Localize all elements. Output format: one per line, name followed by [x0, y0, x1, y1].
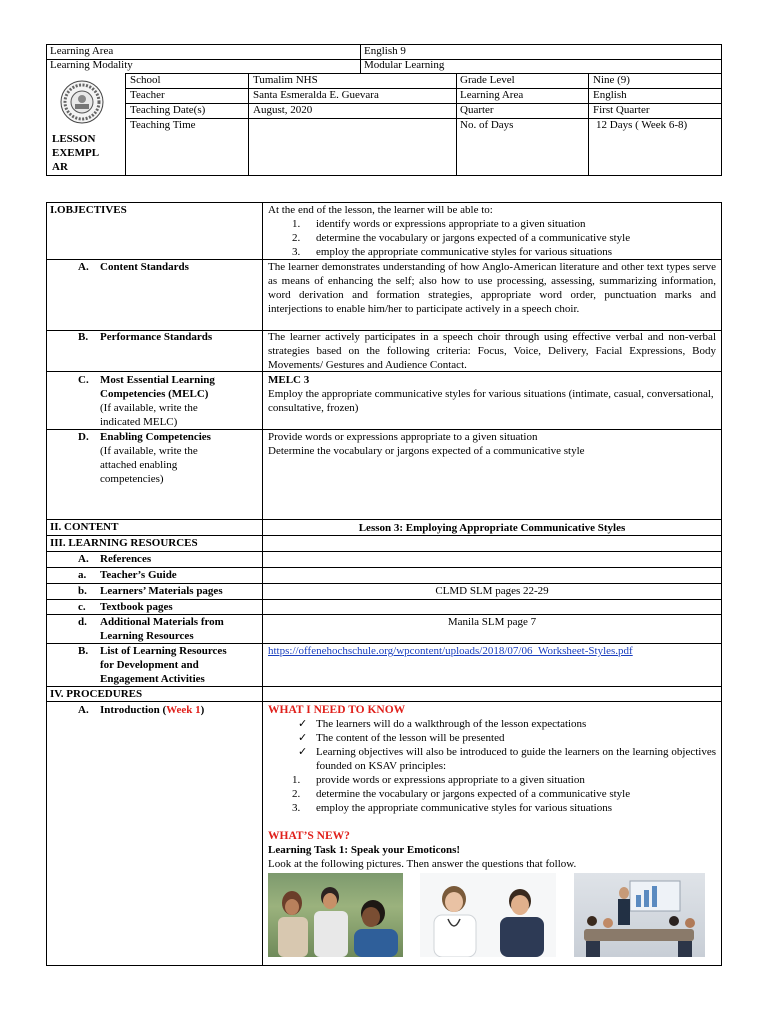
enabling-title: Enabling Competencies	[100, 431, 211, 443]
enabling-line-2: Determine the vocabulary or jargons expected of a communicative style	[268, 445, 585, 457]
learners-title: Learners’ Materials pages	[100, 585, 223, 597]
objective-item: determine the vocabulary or jargons expected of a communicative style	[316, 232, 631, 244]
content-standards-text: The learner demonstrates understanding of how Anglo-American literature and other text types serve as means of enhancing the self; also how to use processing, assessing, summarizing information, word derivation and formation strategies, appropriate word order, punctuation marks and interjections to enable him/her to participate actively in a speech choir.	[268, 261, 716, 315]
check-icon: ✓	[298, 732, 308, 744]
objectives-label: I.OBJECTIVES	[50, 204, 127, 216]
objective-number: 1.	[292, 218, 301, 230]
objectives-intro: At the end of the lesson, the learner will be able to:	[268, 204, 493, 216]
learning-modality-label: Learning Modality	[50, 59, 133, 71]
enabling-note-1: (If available, write the	[100, 445, 198, 457]
melc-note-2: indicated MELC)	[100, 416, 178, 428]
check-icon: ✓	[298, 746, 308, 758]
what-i-need-to-know-heading: WHAT I NEED TO KNOW	[268, 704, 406, 716]
doctor-patient-photo	[420, 873, 556, 957]
resources-label: III. LEARNING RESOURCES	[50, 537, 198, 549]
date-label: Teaching Date(s)	[130, 104, 206, 116]
procedures-label: IV. PROCEDURES	[50, 688, 143, 700]
business-meeting-photo	[574, 873, 705, 957]
content-value: Lesson 3: Employing Appropriate Communicative Styles	[358, 522, 626, 534]
additional-title-1: Additional Materials from	[100, 616, 224, 628]
area2-value: English	[593, 89, 627, 101]
whats-new-heading: WHAT’S NEW?	[268, 830, 350, 842]
lesson-exemplar-title-2: EXEMPL	[52, 147, 100, 159]
references-letter: A.	[78, 553, 89, 565]
performance-standards-text: The learner actively participates in a speech choir through using effective verbal and non-verbal strategies based on the following criteria: Focus, Voice, Delivery, Facial Expressions, Body Movements/ Gestures and Audience Contact.	[268, 331, 716, 371]
procedure-number: 2.	[292, 788, 301, 800]
melc-title-1: Most Essential Learning	[100, 374, 215, 386]
time-label: Teaching Time	[130, 119, 196, 131]
grade-value: Nine (9)	[593, 74, 630, 86]
date-value: August, 2020	[253, 104, 313, 116]
learning-task-text: Look at the following pictures. Then answer the questions that follow.	[268, 858, 577, 870]
introduction-letter: A.	[78, 704, 89, 716]
enabling-note-3: competencies)	[100, 473, 164, 485]
objective-number: 2.	[292, 232, 301, 244]
procedure-item: employ the appropriate communicative styles for various situations	[316, 802, 613, 814]
procedure-number: 1.	[292, 774, 301, 786]
learners-value: CLMD SLM pages 22-29	[435, 585, 549, 597]
melc-note-1: (If available, write the	[100, 402, 198, 414]
days-value: 12 Days ( Week 6-8)	[596, 119, 688, 131]
objective-item: employ the appropriate communicative styles for various situations	[316, 246, 613, 258]
list-title-2: for Development and	[100, 659, 199, 671]
content-standards-letter: A.	[78, 261, 89, 273]
melc-letter: C.	[78, 374, 89, 386]
procedure-item: provide words or expressions appropriate to a given situation	[316, 774, 585, 786]
content-standards-title: Content Standards	[100, 261, 189, 273]
melc-title-2: Competencies (MELC)	[100, 388, 209, 400]
performance-standards-title: Performance Standards	[100, 331, 213, 343]
friends-talking-photo	[268, 873, 403, 957]
additional-letter: d.	[78, 616, 87, 628]
list-letter: B.	[78, 645, 89, 657]
teacher-value: Santa Esmeralda E. Guevara	[253, 89, 379, 101]
area2-label: Learning Area	[460, 89, 524, 101]
list-title-3: Engagement Activities	[100, 673, 205, 685]
school-label: School	[130, 74, 161, 86]
guide-letter: a.	[78, 569, 87, 581]
introduction-week: Week 1	[166, 704, 201, 716]
melc-heading: MELC 3	[268, 374, 310, 386]
procedure-number: 3.	[292, 802, 301, 814]
grade-label: Grade Level	[460, 74, 515, 86]
textbook-letter: c.	[78, 601, 86, 613]
days-label: No. of Days	[460, 119, 514, 131]
lesson-exemplar-title-1: LESSON	[52, 133, 96, 145]
lesson-exemplar-title-3: AR	[52, 161, 68, 173]
objective-number: 3.	[292, 246, 301, 258]
procedure-item: determine the vocabulary or jargons expected of a communicative style	[316, 788, 631, 800]
teacher-label: Teacher	[130, 89, 165, 101]
enabling-letter: D.	[78, 431, 89, 443]
performance-standards-letter: B.	[78, 331, 89, 343]
enabling-line-1: Provide words or expressions appropriate to a given situation	[268, 431, 538, 443]
learning-area-value: English 9	[364, 45, 406, 57]
guide-title: Teacher’s Guide	[100, 569, 177, 581]
worksheet-link[interactable]: https://offenehochschule.org/wpcontent/uploads/2018/07/06_Worksheet-Styles.pdf	[268, 645, 633, 657]
content-label: II. CONTENT	[50, 521, 119, 533]
learning-task-title: Learning Task 1: Speak your Emoticons!	[268, 844, 461, 856]
learning-area-label: Learning Area	[50, 45, 114, 57]
additional-title-2: Learning Resources	[100, 630, 194, 642]
school-value: Tumalim NHS	[253, 74, 318, 86]
references-title: References	[100, 553, 152, 565]
school-seal-icon	[60, 80, 104, 124]
learners-letter: b.	[78, 585, 87, 597]
check-item: The content of the lesson will be presented	[316, 732, 505, 744]
check-item: Learning objectives will also be introduced to guide the learners on the learning objectives founded on KSAV principles:	[316, 746, 716, 772]
introduction-title: Introduction (Week 1)	[100, 704, 205, 716]
textbook-title: Textbook pages	[100, 601, 173, 613]
list-title-1: List of Learning Resources	[100, 645, 227, 657]
check-icon: ✓	[298, 718, 308, 730]
melc-text: Employ the appropriate communicative styles for various situations (intimate, casual, conversational, consultative, frozen)	[268, 388, 714, 414]
additional-value: Manila SLM page 7	[447, 616, 537, 628]
quarter-label: Quarter	[460, 104, 494, 116]
objective-item: identify words or expressions appropriate to a given situation	[316, 218, 586, 230]
check-item: The learners will do a walkthrough of the lesson expectations	[316, 718, 587, 730]
quarter-value: First Quarter	[593, 104, 650, 116]
learning-modality-value: Modular Learning	[364, 59, 445, 71]
enabling-note-2: attached enabling	[100, 459, 178, 471]
